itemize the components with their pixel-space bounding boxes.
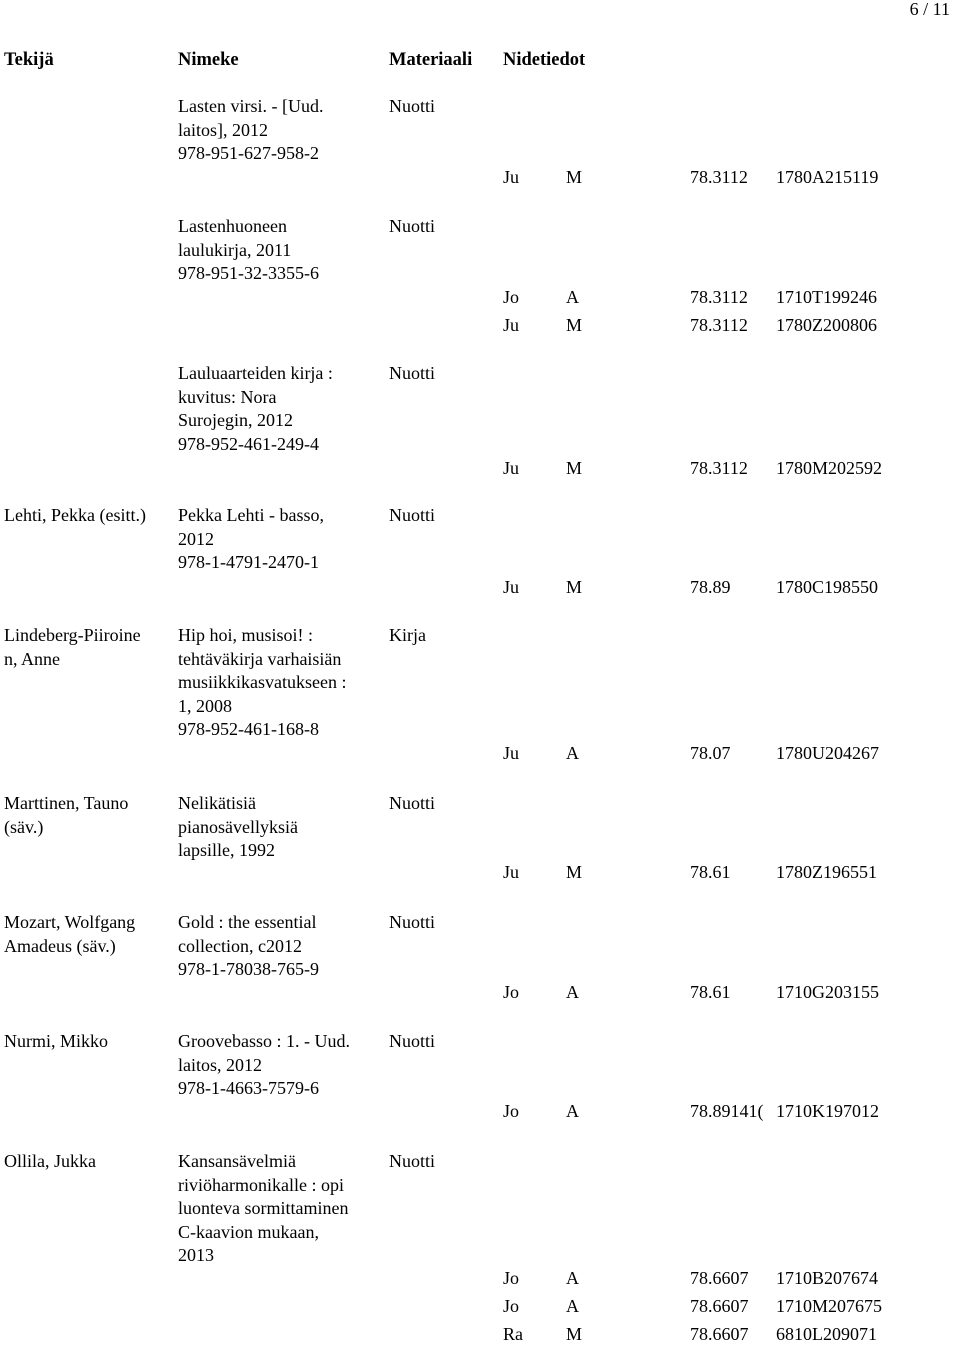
title-line: 978-951-627-958-2 [178,143,319,163]
holding-type: M [566,577,583,597]
holding-type: A [566,1268,579,1288]
holding-id: 1780Z200806 [776,315,877,335]
record-title [178,95,323,166]
holding-class: 78.61 [690,862,731,882]
title-line: collection, c2012 [178,935,302,956]
holding-class: 78.3112 [690,167,748,187]
holding-id: 1710K197012 [776,1101,879,1121]
record-material: Nuotti [389,216,436,236]
title-line: kuvitus: Nora [178,386,277,407]
author-line: Marttinen, Tauno [4,793,129,813]
title-line: Nelikätisiä [178,793,256,813]
title-line: C-kaavion mukaan, [178,1221,319,1242]
title-line: 978-952-461-168-8 [178,719,319,739]
author-line: Amadeus (säv.) [4,935,116,956]
holding-id: 1710G203155 [776,982,879,1002]
author-line: Nurmi, Mikko [4,1031,109,1051]
title-line: tehtäväkirja varhaisiän [178,648,342,669]
title-line: Pekka Lehti - basso, [178,505,324,525]
title-line: luonteva sormittaminen [178,1198,349,1218]
record-title [178,1150,348,1268]
holding-class: 78.3112 [690,458,748,478]
holding-class: 78.6607 [690,1324,749,1344]
title-line: 978-1-4663-7579-6 [178,1078,319,1098]
holding-location: Ju [503,577,520,597]
title-line: 978-952-461-249-4 [178,433,319,454]
title-line: musiikkikasvatukseen : [178,672,347,692]
holding-type: M [566,458,583,478]
record-material: Nuotti [389,363,436,383]
header-material: Materiaali [389,50,473,70]
holding-id: 1710T199246 [776,287,877,307]
holding-class: 78.07 [690,743,731,763]
header-title: Nimeke [178,50,239,70]
holding-type: M [566,315,583,335]
author-line: Lehti, Pekka (esitt.) [4,505,146,525]
record-title [178,792,298,863]
title-line: laitos], 2012 [178,119,268,140]
holding-id: 1780C198550 [776,577,879,597]
holding-type: A [566,1296,579,1316]
holding-id: 1780Z196551 [776,862,877,882]
holding-id: 1780U204267 [776,743,879,763]
holding-type: M [566,167,583,187]
page-number: 6 / 11 [909,0,950,19]
holding-class: 78.3112 [690,315,748,335]
title-line: Groovebasso : 1. - Uud. [178,1031,350,1051]
title-line: Lauluaarteiden kirja : [178,363,333,383]
holding-type: A [566,982,579,1002]
holding-class: 78.3112 [690,287,748,307]
title-line: Kansansävelmiä [178,1151,296,1171]
record-title [178,362,333,456]
author-line: Mozart, Wolfgang [4,912,136,932]
title-line: Lasten virsi. - [Uud. [178,96,324,116]
holding-location: Ra [503,1324,523,1344]
holding-location: Jo [503,287,520,307]
title-line: 978-1-4791-2470-1 [178,552,319,572]
record-title [178,911,319,982]
holding-id: 1710M207675 [776,1296,883,1316]
record-author [4,504,146,528]
record-author [4,1030,108,1054]
holding-location: Jo [503,1296,520,1316]
holding-class: 78.61 [690,982,731,1002]
title-line: 978-1-78038-765-9 [178,959,319,979]
author-line: Ollila, Jukka [4,1151,96,1171]
holding-type: A [566,1101,579,1121]
author-line: Lindeberg-Piiroine [4,625,141,645]
holding-location: Ju [503,167,520,187]
title-line: lapsille, 1992 [178,840,275,860]
record-material: Nuotti [389,505,436,525]
record-title [178,504,324,575]
title-line: 2012 [178,528,214,549]
record-material: Nuotti [389,1151,436,1171]
holding-location: Ju [503,862,520,882]
holding-id: 1780A215119 [776,167,879,187]
header-author: Tekijä [4,50,54,70]
title-line: Surojegin, 2012 [178,410,293,430]
holding-type: M [566,862,583,882]
title-line: Gold : the essential [178,912,317,932]
title-line: 1, 2008 [178,695,232,716]
record-author [4,1150,96,1174]
record-material: Nuotti [389,96,436,116]
author-line: n, Anne [4,648,60,669]
record-material: Kirja [389,625,426,645]
holding-class: 78.89 [690,577,731,597]
title-line: 978-951-32-3355-6 [178,263,319,283]
title-line: laitos, 2012 [178,1054,262,1075]
holding-class: 78.6607 [690,1296,749,1316]
record-title [178,1030,350,1101]
header-details: Nidetiedot [503,50,586,70]
record-material: Nuotti [389,912,436,932]
holding-type: A [566,743,579,763]
title-line: riviöharmonikalle : opi [178,1174,344,1195]
title-line: Lastenhuoneen [178,216,287,236]
holding-location: Jo [503,982,520,1002]
holding-location: Ju [503,458,520,478]
title-line: laulukirja, 2011 [178,239,292,260]
holding-location: Jo [503,1268,520,1288]
record-author [4,624,141,671]
record-material: Nuotti [389,793,436,813]
record-title [178,624,346,742]
holding-type: A [566,287,579,307]
record-author [4,792,128,839]
title-line: 2013 [178,1245,214,1265]
holding-class: 78.6607 [690,1268,749,1288]
title-line: Hip hoi, musisoi! : [178,625,314,645]
holding-location: Ju [503,315,520,335]
holding-location: Ju [503,743,520,763]
author-line: (säv.) [4,816,44,837]
holding-type: M [566,1324,583,1344]
holding-location: Jo [503,1101,520,1121]
record-author [4,911,135,958]
holding-class: 78.89141( [690,1101,764,1121]
record-material: Nuotti [389,1031,436,1051]
holding-id: 1710B207674 [776,1268,879,1288]
holding-id: 6810L209071 [776,1324,877,1344]
holding-id: 1780M202592 [776,458,883,478]
title-line: pianosävellyksiä [178,816,298,837]
record-title [178,215,319,286]
